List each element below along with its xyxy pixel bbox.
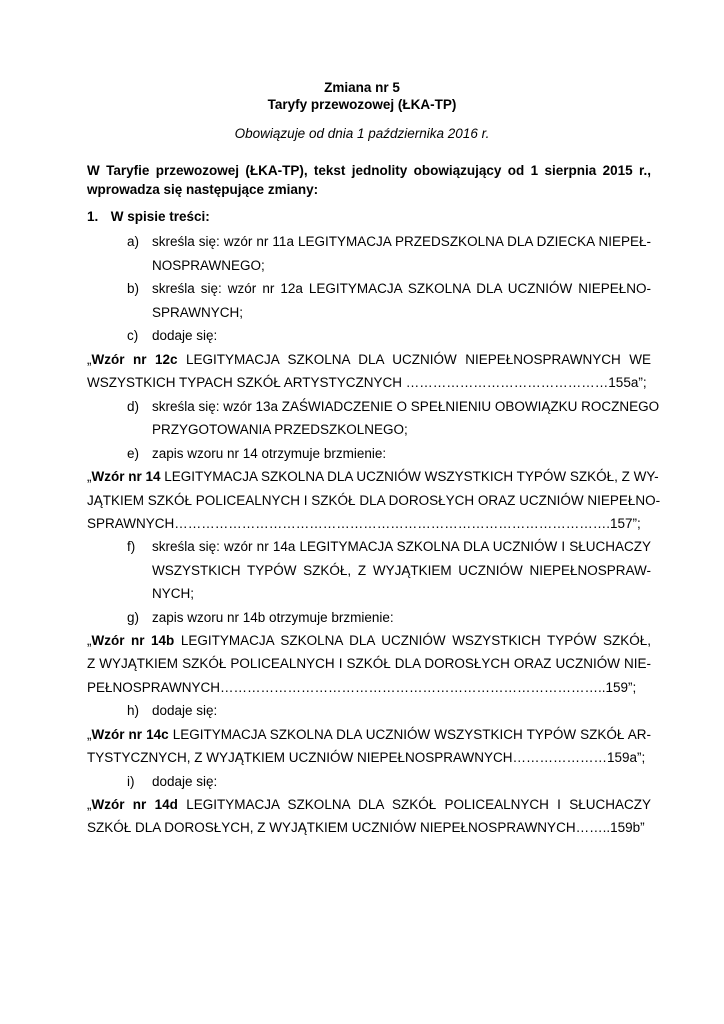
entry-h-text: LEGITYMACJA SZKOLNA DLA UCZNIÓW WSZYSTKICH TYPÓW SZKÓŁ AR-: [172, 727, 651, 742]
section-heading: [87, 209, 210, 224]
entry-i-label: Wzór nr 14d: [91, 797, 178, 812]
section-title: W spisie treści:: [110, 209, 210, 224]
item-letter-c: c): [127, 328, 139, 343]
item-f-line2: WSZYSTKICH TYPÓW SZKÓŁ, Z WYJĄTKIEM UCZNIÓW NIEPEŁNOSPRAW-: [152, 563, 651, 578]
entry-g-line2: Z WYJĄTKIEM SZKÓŁ POLICEALNYCH I SZKÓŁ DLA DOROSŁYCH ORAZ UCZNIÓW NIE-: [87, 656, 651, 671]
entry-e-line3: SPRAWNYCH…………………………………………………………………………………….157”;: [87, 516, 641, 531]
item-letter-a: a): [127, 234, 140, 249]
entry-e-line1: [87, 469, 659, 485]
entry-c-line2: WSZYSTKICH TYPACH SZKÓŁ ARTYSTYCZNYCH ………………………………………155a”;: [87, 375, 647, 390]
entry-h-quote: „: [87, 727, 92, 742]
entry-h-line1: [87, 727, 651, 743]
item-letter-e: e): [127, 446, 140, 461]
item-f-line1: skreśla się: wzór nr 14a LEGITYMACJA SZKOLNA DLA UCZNIÓW I SŁUCHACZY: [152, 539, 651, 554]
item-a-line2: NOSPRAWNEGO;: [152, 258, 265, 273]
entry-e-line2: JĄTKIEM SZKÓŁ POLICEALNYCH I SZKÓŁ DLA DOROSŁYCH ORAZ UCZNIÓW NIEPEŁNO-: [87, 493, 661, 508]
item-d-line2: PRZYGOTOWANIA PRZEDSZKOLNEGO;: [152, 422, 408, 437]
item-e-line1: zapis wzoru nr 14 otrzymuje brzmienie:: [152, 446, 387, 461]
entry-h-label: Wzór nr 14c: [91, 727, 169, 742]
item-letter-h: h): [127, 703, 140, 718]
item-c-line1: dodaje się:: [152, 328, 218, 343]
item-a-line1: skreśla się: wzór nr 11a LEGITYMACJA PRZEDSZKOLNA DLA DZIECKA NIEPEŁ-: [152, 234, 651, 249]
item-d-line1: skreśla się: wzór 13a ZAŚWIADCZENIE O SPEŁNIENIU OBOWIĄZKU ROCZNEGO: [152, 399, 660, 414]
effective-date: Obowiązuje od dnia 1 października 2016 r.: [234, 126, 490, 141]
entry-i-line2: SZKÓŁ DLA DOROSŁYCH, Z WYJĄTKIEM UCZNIÓW NIEPEŁNOSPRAWNYCH……..159b”: [87, 820, 645, 835]
document-title: Zmiana nr 5: [324, 80, 400, 95]
item-letter-f: f): [127, 539, 136, 554]
intro-paragraph: W Taryfie przewozowej (ŁKA-TP), tekst jednolity obowiązujący od 1 sierpnia 2015 r., wprowadza się następujące zmiany:: [87, 163, 651, 197]
entry-g-line3: PEŁNOSPRAWNYCH…………………………………………………………………………..159”;: [87, 680, 637, 695]
entry-h-line2: TYSTYCZNYCH, Z WYJĄTKIEM UCZNIÓW NIEPEŁNOSPRAWNYCH…………………159a”;: [87, 750, 646, 765]
entry-c-line1: [87, 352, 651, 368]
entry-e-quote: „: [87, 469, 92, 484]
item-i-line1: dodaje się:: [152, 774, 218, 789]
entry-e-label: Wzór nr 14: [91, 469, 161, 484]
entry-i-text: LEGITYMACJA SZKOLNA DLA SZKÓŁ POLICEALNYCH I SŁUCHACZY: [186, 797, 651, 812]
item-letter-i: i): [127, 774, 135, 789]
entry-c-text: LEGITYMACJA SZKOLNA DLA UCZNIÓW NIEPEŁNOSPRAWNYCH WE: [186, 352, 651, 367]
item-g-line1: zapis wzoru nr 14b otrzymuje brzmienie:: [152, 610, 394, 625]
entry-e-text: LEGITYMACJA SZKOLNA DLA UCZNIÓW WSZYSTKICH TYPÓW SZKÓŁ, Z WY-: [164, 469, 659, 484]
entry-c-label: Wzór nr 12c: [91, 352, 178, 367]
item-letter-g: g): [127, 610, 140, 625]
item-b-line1: skreśla się: wzór nr 12a LEGITYMACJA SZKOLNA DLA UCZNIÓW NIEPEŁNO-: [152, 281, 651, 296]
item-letter-b: b): [127, 281, 140, 296]
section-number: 1.: [87, 209, 99, 224]
item-letter-d: d): [127, 399, 140, 414]
entry-g-quote: „: [87, 633, 92, 648]
entry-g-label: Wzór nr 14b: [91, 633, 175, 648]
item-h-line1: dodaje się:: [152, 703, 218, 718]
entry-c-quote: „: [87, 352, 92, 367]
item-f-line3: NYCH;: [152, 586, 195, 601]
entry-g-text: LEGITYMACJA SZKOLNA DLA UCZNIÓW WSZYSTKICH TYPÓW SZKÓŁ,: [180, 633, 651, 648]
entry-g-line1: [87, 633, 651, 649]
document-subtitle: Taryfy przewozowej (ŁKA-TP): [267, 97, 457, 112]
item-b-line2: SPRAWNYCH;: [152, 305, 244, 320]
entry-i-line1: [87, 797, 651, 813]
entry-i-quote: „: [87, 797, 92, 812]
